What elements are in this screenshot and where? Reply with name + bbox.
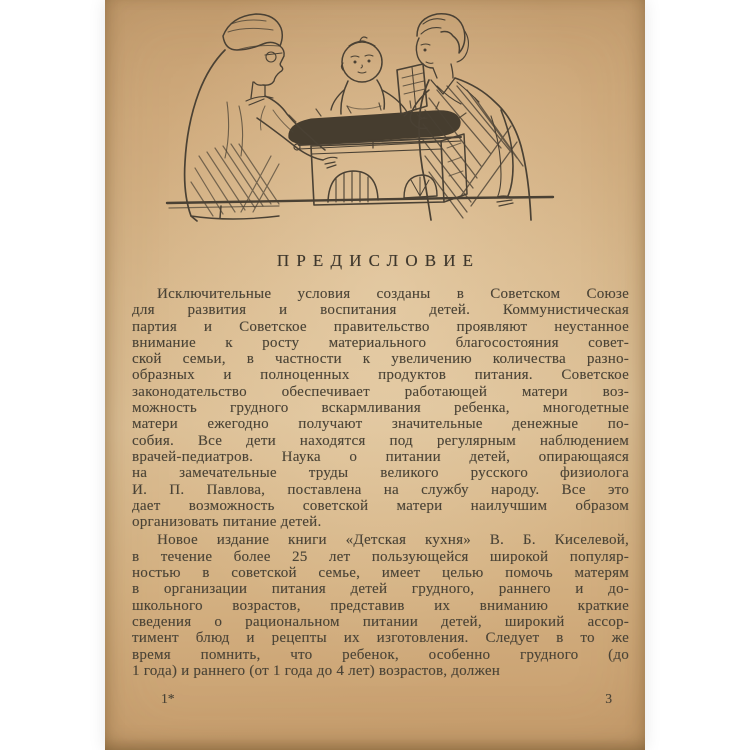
- text-line: ской семьи, в частности к увеличению количества разно-: [132, 351, 629, 368]
- text-line: школьного возрастов, представив их вниманию краткие: [132, 597, 629, 614]
- text-line: матери ежегодно получают значительные денежные по-: [132, 416, 629, 433]
- text-line: законодательство обеспечивает работающей матери воз-: [132, 383, 629, 400]
- text-line: врачей-педиатров. Наука о питании детей, опирающаяся: [132, 448, 629, 465]
- body-text: [132, 286, 629, 679]
- text-line: для развития и воспитания детей. Коммунистическая: [132, 302, 629, 319]
- text-line: И. П. Павлова, поставлена на службу народу. Все это: [132, 481, 629, 498]
- book-page: [105, 0, 645, 750]
- paragraph: [132, 532, 629, 679]
- text-line: Новое издание книги «Детская кухня» В. Б. Киселевой,: [157, 532, 629, 549]
- text-line: Исключительные условия созданы в Советском Союзе: [157, 286, 629, 302]
- text-line: на замечательные труды великого русского физиолога: [132, 465, 629, 482]
- text-line: организовать питание детей.: [132, 514, 322, 531]
- text-line: партия и Советское правительство проявляют неустанное: [132, 318, 629, 335]
- baby-weighing-illustration: [161, 6, 589, 226]
- text-line: в организации питания детей грудного, раннего и до-: [132, 581, 629, 598]
- text-line: можность грудного вскармливания ребенка, многодетные: [132, 400, 629, 417]
- text-line: время помнить, что ребенок, особенно грудного (до: [132, 646, 629, 663]
- page-number: 3: [605, 691, 612, 706]
- text-line: тимент блюд и рецепты их изготовления. Следует в то же: [132, 630, 629, 647]
- text-line: в течение более 25 лет пользующейся широкой популяр-: [132, 548, 629, 565]
- text-line: ностью в советской семье, имеет целью помочь матерям: [132, 565, 629, 582]
- page-title: ПРЕДИСЛОВИЕ: [276, 251, 481, 270]
- signature-mark: 1*: [161, 691, 175, 706]
- text-line: образных и полноценных продуктов питания. Советское: [132, 367, 629, 384]
- text-line: внимание к росту материального благосостояния совет-: [132, 334, 629, 351]
- text-line: сведения о рациональном питании детей, широкий ассор-: [132, 613, 629, 630]
- text-line: собия. Все дети находятся под регулярным наблюдением: [132, 432, 629, 449]
- text-line: дает возможность советской матери наилучшим образом: [132, 497, 629, 514]
- paragraph: [132, 286, 629, 530]
- text-line: 1 года) и раннего (от 1 года до 4 лет) возрастов, должен: [132, 662, 501, 679]
